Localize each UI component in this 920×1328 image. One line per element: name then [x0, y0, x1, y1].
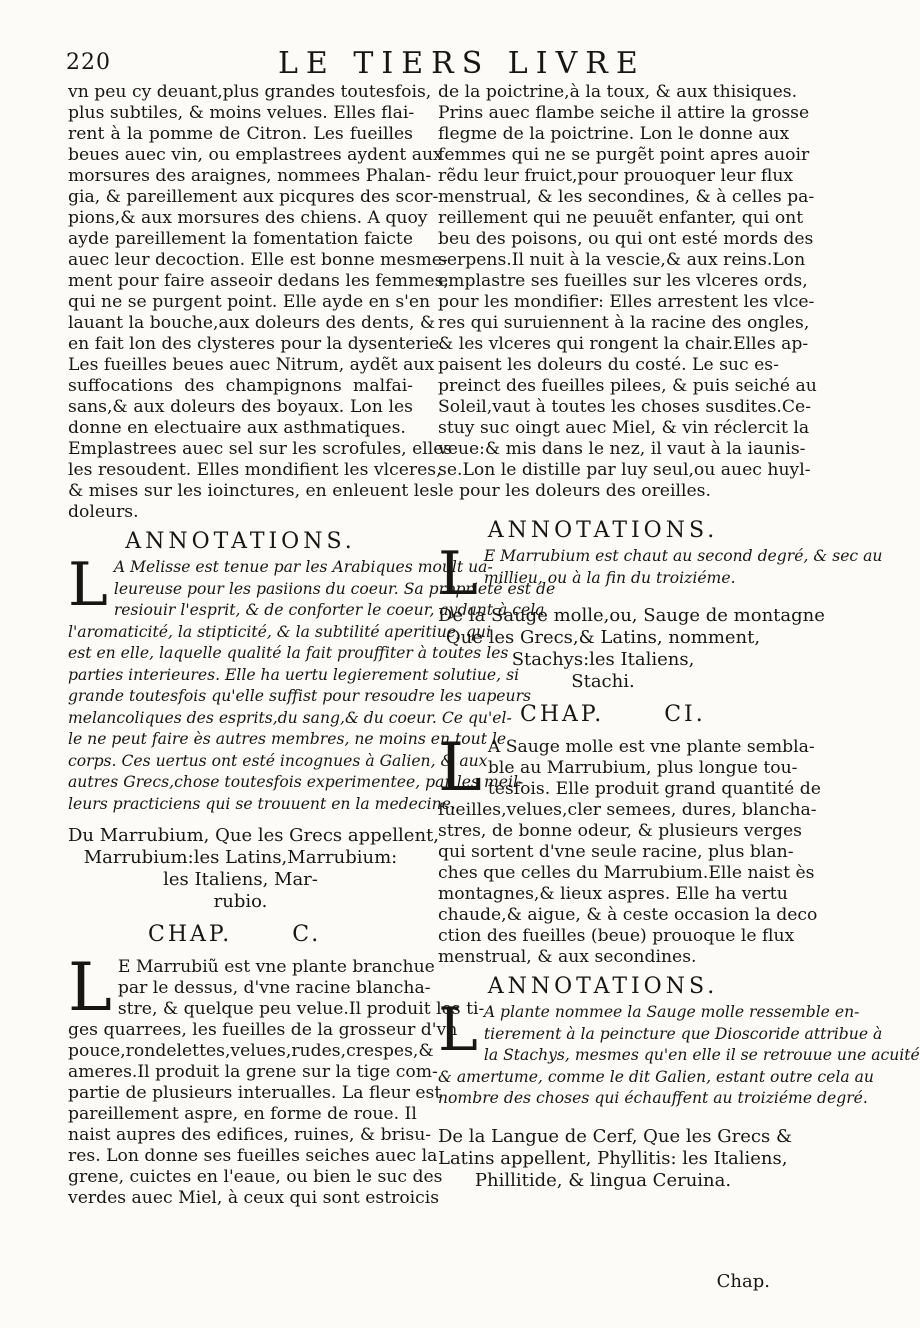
text-line: ction des fueilles (beue) prouoque le flux	[438, 926, 795, 946]
text-line: & les vlceres qui rongent la chair.Elles ap-	[438, 334, 809, 354]
text-line: beu des poisons, ou qui ont esté mords des	[438, 229, 814, 249]
text-line: plus subtiles, & moins velues. Elles flai-	[68, 103, 415, 123]
next-section-heading	[438, 1125, 792, 1192]
text-line: doleurs.	[68, 502, 139, 522]
text-line: flegme de la poictrine. Lon le donne aux	[438, 124, 790, 144]
page-number: 220	[66, 50, 111, 75]
left-column	[68, 82, 556, 1209]
annotation-line: leurs practiciens qui se trouuent en la medecine.	[68, 794, 456, 813]
text-line: se.Lon le distille par luy seul,ou auec huyl-	[438, 460, 811, 480]
annotation-line: autres Grecs,chose toutesfois experimentee, par les meil-	[68, 773, 524, 791]
heading-line: Latins appellent, Phyllitis: les Italiens,	[438, 1147, 788, 1169]
text-line: pouce,rondelettes,velues,rudes,crespes,&	[68, 1041, 434, 1061]
heading-line: Stachys:les Italiens,	[511, 649, 695, 670]
text-line: rẽdu leur fruict,pour prouoquer leur flux	[438, 166, 794, 186]
drop-cap: L	[438, 729, 482, 806]
text-line: beues auec vin, ou emplastrees aydent aux	[68, 145, 443, 165]
text-line: grene, cuictes en l'eaue, ou bien le suc des	[68, 1167, 443, 1187]
text-line: ment pour faire asseoir dedans les femmes,	[68, 271, 449, 291]
annotation-line: leureuse pour les pasiions du coeur. Sa proprieté est de	[113, 579, 556, 598]
running-title: LE TIERS LIVRE	[278, 46, 646, 81]
text-line: Emplastrees auec sel sur les scrofules, elles	[68, 439, 453, 459]
left-intro-paragraph	[68, 82, 453, 523]
text-line: reillement qui ne peuuẽt enfanter, qui ont	[438, 208, 804, 228]
text-line: vn peu cy deuant,plus grandes toutesfois,	[68, 82, 432, 102]
drop-cap: L	[438, 995, 478, 1065]
section-heading	[68, 825, 440, 913]
text-line: morsures des araignes, nommees Phalan-	[68, 166, 432, 186]
annotation-line: tierement à la peincture que Dioscoride attribue à	[483, 1024, 883, 1043]
section-heading	[438, 605, 825, 693]
text-line: serpens.Il nuit à la vescie,& aux reins.Lon	[438, 250, 806, 270]
text-line: pions,& aux morsures des chiens. A quoy	[68, 208, 428, 228]
text-line: stres, de bonne odeur, & plusieurs verges	[438, 821, 802, 841]
annotation-block	[438, 995, 920, 1110]
text-line: ges quarrees, les fueilles de la grosseur d'vn	[68, 1020, 458, 1040]
text-line: res. Lon donne ses fueilles seiches auec la	[68, 1146, 438, 1166]
annotation-line: A plante nommee la Sauge molle ressemble en-	[483, 1003, 860, 1021]
text-line: & mises sur les ioinctures, en enleuent les	[68, 481, 439, 501]
annotation-line: est en elle, laquelle qualité la fait prouffiter à toutes les	[68, 644, 509, 662]
annotation-block	[438, 539, 883, 609]
text-line: ameres.Il produit la grene sur la tige com-	[68, 1062, 438, 1082]
heading-line: Du Marrubium, Que les Grecs appellent,	[68, 825, 440, 846]
annotation-line: A Melisse est tenue par les Arabiques moult ua-	[113, 558, 493, 576]
text-line: preinct des fueilles pilees, & puis seiché au	[438, 376, 817, 396]
text-line: femmes qui ne se purgẽt point apres auoir	[438, 145, 810, 165]
text-line: menstrual, & les secondines, & à celles pa-	[438, 187, 815, 207]
annotation-line: la Stachys, mesmes qu'en elle il se retrouue une acuité	[483, 1046, 920, 1064]
heading-line: Marrubium:les Latins,Marrubium:	[83, 847, 398, 868]
text-line: sans,& aux doleurs des boyaux. Lon les	[68, 397, 413, 417]
chapter-body	[68, 949, 485, 1209]
annotations-heading: ANNOTATIONS.	[487, 518, 719, 543]
text-line: de la poictrine,à la toux, & aux thisiques.	[438, 82, 798, 102]
text-line: qui ne se purgent point. Elle ayde en s'en	[68, 292, 431, 312]
text-line: ayde pareillement la fomentation faicte	[68, 229, 413, 249]
annotation-line: resiouir l'esprit, & de conforter le coeur, aydant à cela	[113, 601, 545, 619]
annotation-line: grande toutesfois qu'elle suffist pour resoudre les uapeurs	[68, 687, 532, 705]
text-line: emplastre ses fueilles sur les vlceres ords,	[438, 271, 808, 291]
text-line: auec leur decoction. Elle est bonne mesme-	[68, 250, 448, 270]
catchword: Chap.	[716, 1271, 770, 1292]
text-line: A Sauge molle est vne plante sembla-	[487, 737, 815, 757]
heading-line: Que les Grecs,& Latins, nomment,	[445, 627, 761, 648]
annotation-line: melancoliques des esprits,du sang,& du coeur. Ce qu'el-	[68, 708, 512, 727]
text-line: naist aupres des edifices, ruines, & brisu-	[68, 1125, 432, 1145]
text-line: ble au Marrubium, plus longue tou-	[487, 758, 798, 778]
text-line: stuy suc oingt auec Miel, & vin réclercit la	[438, 418, 810, 438]
text-line: en fait lon des clysteres pour la dysenterie.	[68, 334, 445, 354]
drop-cap: L	[68, 550, 108, 620]
heading-line: Phillitide, & lingua Ceruina.	[474, 1169, 732, 1191]
text-line: montagnes,& lieux aspres. Elle ha vertu	[438, 884, 788, 904]
annotations-heading: ANNOTATIONS.	[487, 974, 719, 999]
text-line: ches que celles du Marrubium.Elle naist ès	[438, 863, 815, 883]
text-line: par le dessus, d'vne racine blancha-	[117, 978, 431, 998]
text-line: le pour les doleurs des oreilles.	[438, 481, 711, 501]
heading-line: rubio.	[213, 891, 268, 912]
text-line: chaude,& aigue, & à ceste occasion la deco	[438, 905, 818, 925]
heading-line: De la Sauge molle,ou, Sauge de montagne	[438, 605, 825, 626]
text-line: paisent les doleurs du costé. Le suc es-	[438, 355, 779, 375]
text-line: partie de plusieurs interualles. La fleur est	[68, 1083, 442, 1103]
annotation-line: & amertume, comme le dit Galien, estant outre cela au	[438, 1067, 874, 1086]
text-line: res qui suruiennent à la racine des ongles,	[438, 313, 810, 333]
text-line: fueilles,velues,cler semees, dures, blancha-	[438, 800, 817, 820]
annotation-line: E Marrubium est chaut au second degré, & sec au	[483, 547, 883, 565]
text-line: rent à la pomme de Citron. Les fueilles	[68, 124, 413, 144]
text-line: suffocations des champignons malfai-	[68, 376, 413, 396]
right-column	[438, 82, 920, 1192]
text-line: veue:& mis dans le nez, il vaut à la iaunis-	[438, 439, 806, 459]
text-line: Prins auec flambe seiche il attire la grosse	[438, 103, 810, 123]
heading-line: Stachi.	[571, 671, 635, 692]
text-line: menstrual, & aux secondines.	[438, 947, 697, 967]
text-line: les resoudent. Elles mondifient les vlceres,	[68, 460, 442, 480]
text-line: E Marrubiũ est vne plante branchue	[117, 957, 435, 977]
annotations-heading: ANNOTATIONS.	[125, 529, 356, 554]
text-line: donne en electuaire aux asthmatiques.	[68, 418, 406, 438]
text-line: gia, & pareillement aux picqures des scor-	[68, 187, 439, 207]
right-intro-paragraph	[438, 82, 817, 502]
annotation-line: l'aromaticité, la stipticité, & la subtilité aperitiue, qui	[68, 622, 491, 641]
chapter-heading: CHAP. C.	[148, 922, 322, 947]
text-line: Soleil,vaut à toutes les choses susdites.Ce-	[438, 397, 812, 417]
annotation-line: millieu, ou à la fin du troiziéme.	[483, 568, 736, 587]
text-line: stre, & quelque peu velue.Il produit les ti-	[117, 999, 485, 1019]
text-line: pareillement aspre, en forme de roue. Il	[68, 1104, 417, 1124]
text-line: tesfois. Elle produit grand quantité de	[487, 779, 821, 799]
text-line: verdes auec Miel, à ceux qui sont estroicis	[68, 1188, 440, 1208]
annotation-line: nombre des choses qui échauffent au troiziéme degré.	[438, 1089, 868, 1107]
heading-line: les Italiens, Mar-	[163, 869, 318, 890]
drop-cap: L	[68, 949, 112, 1026]
drop-cap: L	[438, 539, 478, 609]
chapter-body	[438, 729, 821, 968]
heading-line: De la Langue de Cerf, Que les Grecs &	[438, 1125, 792, 1147]
annotation-line: corps. Ces uertus ont esté incognues à Galien, & aux	[68, 751, 488, 770]
text-line: lauant la bouche,aux doleurs des dents, &	[68, 313, 436, 333]
annotation-block	[68, 550, 556, 815]
annotation-line: parties interieures. Elle ha uertu legierement solutiue, si	[68, 665, 520, 684]
text-line: qui sortent d'vne seule racine, plus blan-	[438, 842, 794, 862]
text-line: Les fueilles beues auec Nitrum, aydẽt aux	[68, 355, 435, 375]
chapter-heading: CHAP. CI.	[520, 702, 706, 727]
annotation-line: le ne peut faire ès autres membres, ne moins en tout le	[68, 730, 507, 748]
text-line: pour les mondifier: Elles arrestent les vlce-	[438, 292, 815, 312]
